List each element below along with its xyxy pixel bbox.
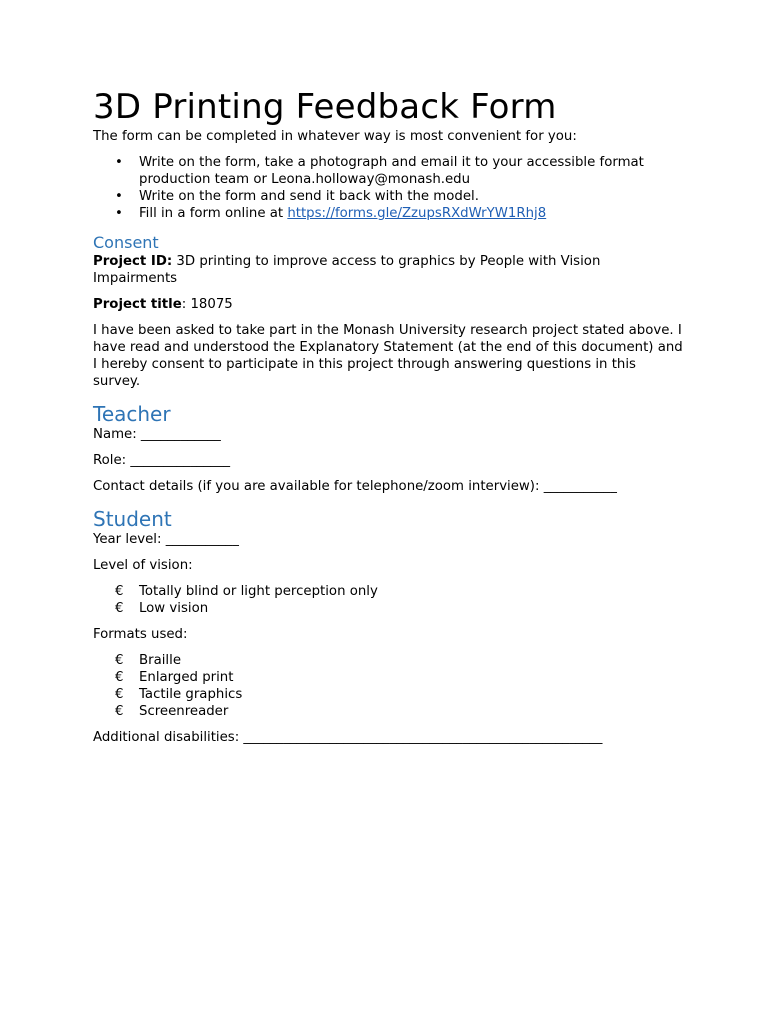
vision-options-list <box>93 583 683 617</box>
option-label: Tactile graphics <box>139 687 243 702</box>
checkbox-icon[interactable]: € <box>115 670 124 685</box>
option-label: Screenreader <box>139 704 229 719</box>
list-item <box>93 205 683 222</box>
format-option[interactable] <box>93 703 683 720</box>
format-option[interactable] <box>93 686 683 703</box>
list-item-text: Write on the form and send it back with the model. <box>139 189 479 204</box>
intro-text: The form can be completed in whatever way is most convenient for you: <box>93 129 577 144</box>
consent-heading: Consent <box>93 233 159 252</box>
formats-options-list <box>93 652 683 720</box>
list-item-text: Write on the form, take a photograph and email it to your accessible format production team or Leona.holloway@monash.edu <box>139 155 644 187</box>
option-label: Enlarged print <box>139 670 234 685</box>
project-title <box>93 296 683 313</box>
teacher-role-field[interactable]: Role: _______________ <box>93 453 231 468</box>
vision-option[interactable] <box>93 583 683 600</box>
project-id <box>93 253 683 287</box>
list-item <box>93 188 683 205</box>
bullet-icon: • <box>115 189 123 204</box>
vision-label: Level of vision: <box>93 558 193 573</box>
checkbox-icon[interactable]: € <box>115 653 124 668</box>
project-id-value: 3D printing to improve access to graphics by People with Vision Impairments <box>93 254 601 286</box>
formats-label: Formats used: <box>93 627 188 642</box>
student-heading: Student <box>93 507 172 531</box>
checkbox-icon[interactable]: € <box>115 601 124 616</box>
additional-disabilities-field[interactable]: Additional disabilities: ______________________________________________________ <box>93 730 603 745</box>
teacher-heading: Teacher <box>93 402 171 426</box>
document-content <box>93 86 683 746</box>
project-title-value: : 18075 <box>181 297 233 312</box>
checkbox-icon[interactable]: € <box>115 687 124 702</box>
checkbox-icon[interactable]: € <box>115 584 124 599</box>
vision-option[interactable] <box>93 600 683 617</box>
format-option[interactable] <box>93 669 683 686</box>
online-form-link[interactable]: https://forms.gle/ZzupsRXdWrYW1Rhj8 <box>287 206 547 221</box>
option-label: Totally blind or light perception only <box>139 584 378 599</box>
page-title: 3D Printing Feedback Form <box>93 87 557 127</box>
teacher-name-field[interactable]: Name: ____________ <box>93 427 221 442</box>
teacher-contact-field[interactable]: Contact details (if you are available for telephone/zoom interview): ___________ <box>93 479 617 494</box>
list-item-text: Fill in a form online at <box>139 206 288 221</box>
submission-options-list <box>93 154 683 222</box>
checkbox-icon[interactable]: € <box>115 704 124 719</box>
project-title-label: Project title <box>93 297 182 312</box>
bullet-icon: • <box>115 206 123 221</box>
bullet-icon: • <box>115 155 123 170</box>
option-label: Braille <box>139 653 182 668</box>
year-level-field[interactable]: Year level: ___________ <box>93 532 239 547</box>
format-option[interactable] <box>93 652 683 669</box>
consent-statement: I have been asked to take part in the Monash University research project stated above. I have read and understood the Explanatory Statement (at the end of this document) and I hereby consent to participate in this project through answering questions in this survey. <box>93 323 683 389</box>
option-label: Low vision <box>139 601 209 616</box>
project-id-label: Project ID: <box>93 254 173 269</box>
list-item <box>93 154 683 188</box>
